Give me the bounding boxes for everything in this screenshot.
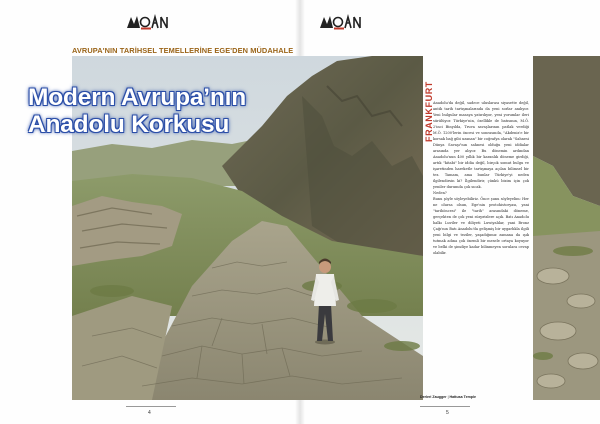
folio-rule — [420, 406, 470, 407]
article-paragraph: Anadolu'da değil, sadece uluslarası siyasette değil, antik tarih tartışmalarında da yeni sorlar anılıyor. Yeni bulgular masaya yatırılıyor, yeni yorumlar ileri sürülüyor. Türkiye'nin, özellikle de batısının, M.Ö. 2'inci Binyılda, Truva savaşlarının patlak verdiği M.Ö. 1200'lerin öncesi ve sonrasında, "Akdeniz'e bir korsak bağ gibi uzanan" bir coğrafya olarak "Sahnesi Dünya Savaşı"nın sahnesi olduğu yeni iddialar arasında yer alıyor. Bu dönemin ardından Anadolu'nun 400 yıllık bir karanlık döneme girdiği, artık "kitabi" bir iddia değil, birçok somut bulgu ve işaretinden hareketle tartışmaya açılan bilimsel bir tez. Tamam, ama bunlar Türkiye'yi neden ilgilendirsin ki? İlgilendirir, çünkü bizim için çok yeniler durumda çok sıcak. — [433, 101, 529, 189]
author-credit — [420, 395, 476, 399]
masthead-logo-icon — [125, 14, 171, 30]
headline-line-2: Anadolu Korkusu — [28, 111, 230, 138]
landscape-photo-strip — [533, 56, 600, 400]
article-body — [433, 100, 529, 392]
masthead-logo-icon — [318, 14, 364, 30]
page-number-right: 5 — [446, 410, 449, 416]
section-label-text: FRANKFURT — [424, 81, 434, 142]
author-name: Derleri Zaugger — [420, 395, 447, 399]
article-kicker: AVRUPA'NIN TARİHSEL TEMELLERİNE EGE'DEN MÜDAHALE — [72, 46, 294, 55]
headline-line-1: Modern Avrupa’nın — [28, 84, 247, 111]
article-headline — [28, 84, 288, 138]
author-separator: | — [447, 395, 449, 399]
folio-rule — [126, 406, 176, 407]
photo-credit: Hattusa Temple — [449, 395, 476, 399]
article-paragraph: Neden? — [433, 191, 447, 195]
page-number-left: 4 — [148, 410, 151, 416]
article-paragraph: Bunu şöyle söyleyebiliriz. Önce şunu söyleyelim: Her ne olursa olsun, Ege'nin protohistoryası, yani "tarihöncesi" ile "tarih" arasındaki döneme, gerçekten de çok yeni sürprizlere açık. Batı Anadolu halkı Luviler ve diliyeti Luwiyalılar, yani Bronz Çağı'nın Batı Anadolu'da gelişmiş bir uygarlıkla ilgili yeni bilgi ve teziler, yaşadığımız zamana da ışık tutmak adına çok önemli bir mesele ortaya koyuyor ve belki de şimdiye kadar bilinmeyen sorulara cevap olabilir. — [433, 197, 529, 255]
